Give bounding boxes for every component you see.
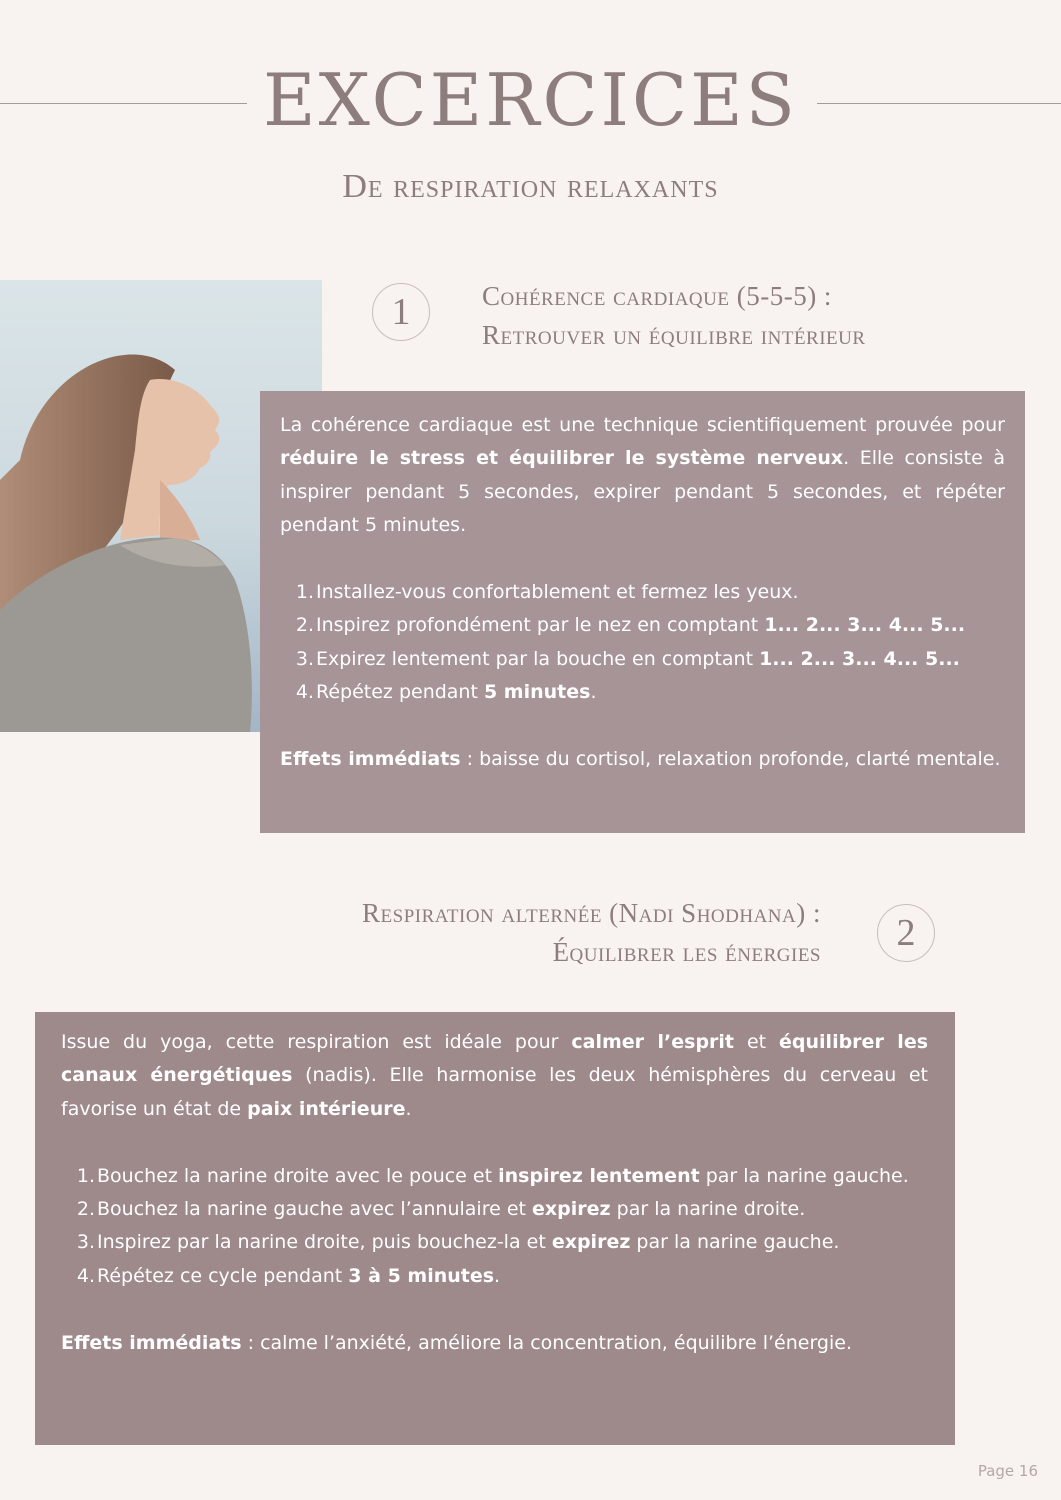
- list-item-text: [97, 1193, 928, 1226]
- section-2-intro: [61, 1026, 928, 1126]
- list-item: [280, 643, 1005, 676]
- body-text: par la narine gauche.: [699, 1164, 909, 1187]
- list-item-number: 1.: [76, 1164, 95, 1187]
- body-text: La cohérence cardiaque est une technique scientifiquement prouvée pour: [280, 414, 1005, 436]
- body-text: . Elle consiste à inspirer pendant 5 secondes, expirer pendant 5 secondes, et répéter pendant 5 minutes.: [280, 447, 1005, 537]
- page-title: EXCERCICES: [263, 58, 798, 142]
- page-subtitle: De respiration relaxants: [342, 168, 719, 205]
- list-item-text: [97, 1160, 928, 1193]
- list-item: [280, 576, 1005, 609]
- list-item-text: [316, 576, 1005, 609]
- list-item-number: 2.: [76, 1198, 95, 1221]
- body-text: Inspirez par la narine droite, puis bouchez-la et: [97, 1231, 552, 1254]
- page-number: Page 16: [977, 1462, 1038, 1480]
- body-text: Répétez pendant: [316, 681, 484, 704]
- list-item: [61, 1193, 928, 1226]
- section-1-content-box: [260, 391, 1025, 833]
- section-1-effects: [280, 743, 1005, 776]
- body-text: Répétez ce cycle pendant: [97, 1264, 349, 1287]
- emphasis-text: réduire le stress et équilibrer le système nerveux: [280, 447, 844, 470]
- emphasis-text: 5 minutes: [483, 681, 591, 704]
- section-2-steps: [61, 1160, 928, 1294]
- list-item: [61, 1226, 928, 1259]
- section-2-effects: [61, 1327, 928, 1360]
- body-text: .: [590, 681, 597, 704]
- section-1-title: [482, 277, 866, 355]
- emphasis-text: 1... 2... 3... 4... 5...: [759, 647, 960, 670]
- section-1-intro: [280, 409, 1005, 543]
- section-2-title: [362, 894, 821, 972]
- list-item-text: [97, 1260, 928, 1293]
- emphasis-text: équilibrer les canaux énergétiques: [61, 1031, 929, 1087]
- list-item-number: 1.: [295, 581, 314, 604]
- body-text: : baisse du cortisol, relaxation profonde, clarté mentale.: [460, 748, 1001, 771]
- emphasis-text: Effets immédiats: [61, 1331, 242, 1354]
- section-2-title-line1: Respiration alternée (Nadi Shodhana) :: [362, 898, 821, 928]
- emphasis-text: 3 à 5 minutes: [348, 1264, 495, 1287]
- section-1-title-line2: Retrouver un équilibre intérieur: [482, 320, 866, 350]
- body-text: Installez-vous confortablement et fermez les yeux.: [316, 581, 799, 604]
- section-1-number: 1: [372, 283, 430, 341]
- body-text: Expirez lentement par la bouche en comptant: [316, 647, 760, 670]
- emphasis-text: 1... 2... 3... 4... 5...: [764, 614, 966, 637]
- body-text: par la narine gauche.: [630, 1231, 840, 1254]
- emphasis-text: expirez: [551, 1231, 631, 1254]
- list-item: [280, 609, 1005, 642]
- list-item-text: [316, 643, 1005, 676]
- body-text: : calme l’anxiété, améliore la concentration, équilibre l’énergie.: [241, 1331, 852, 1354]
- list-item: [61, 1160, 928, 1193]
- emphasis-text: paix intérieure: [247, 1097, 406, 1120]
- list-item-number: 2.: [295, 614, 314, 637]
- list-item-number: 3.: [295, 647, 314, 670]
- list-item-text: [316, 609, 1005, 642]
- list-item-number: 3.: [76, 1231, 95, 1254]
- emphasis-text: inspirez lentement: [498, 1164, 700, 1187]
- section-2-title-line2: Équilibrer les énergies: [552, 937, 821, 967]
- section-2-number: 2: [877, 904, 935, 962]
- emphasis-text: Effets immédiats: [280, 748, 461, 771]
- section-1-title-line1: Cohérence cardiaque (5-5-5) :: [482, 281, 832, 311]
- emphasis-text: calmer l’esprit: [571, 1031, 735, 1053]
- list-item-text: [97, 1226, 928, 1259]
- list-item: [61, 1260, 928, 1293]
- body-text: .: [405, 1097, 412, 1120]
- body-text: Bouchez la narine droite avec le pouce et: [97, 1164, 499, 1187]
- list-item-text: [316, 676, 1005, 709]
- list-item: [280, 676, 1005, 709]
- body-text: Issue du yoga, cette respiration est idéale pour: [61, 1031, 572, 1053]
- section-1-steps: [280, 576, 1005, 710]
- body-text: Bouchez la narine gauche avec l’annulaire et: [97, 1198, 533, 1221]
- list-item-number: 4.: [295, 681, 314, 704]
- body-text: (nadis). Elle harmonise les deux hémisphères du cerveau et favorise un état de: [61, 1064, 928, 1120]
- section-2-content-box: [35, 1012, 955, 1445]
- body-text: .: [494, 1264, 501, 1287]
- body-text: par la narine droite.: [610, 1198, 806, 1221]
- emphasis-text: expirez: [532, 1198, 611, 1221]
- body-text: Inspirez profondément par le nez en comptant: [316, 614, 765, 637]
- list-item-number: 4.: [76, 1264, 95, 1287]
- body-text: et: [734, 1031, 780, 1053]
